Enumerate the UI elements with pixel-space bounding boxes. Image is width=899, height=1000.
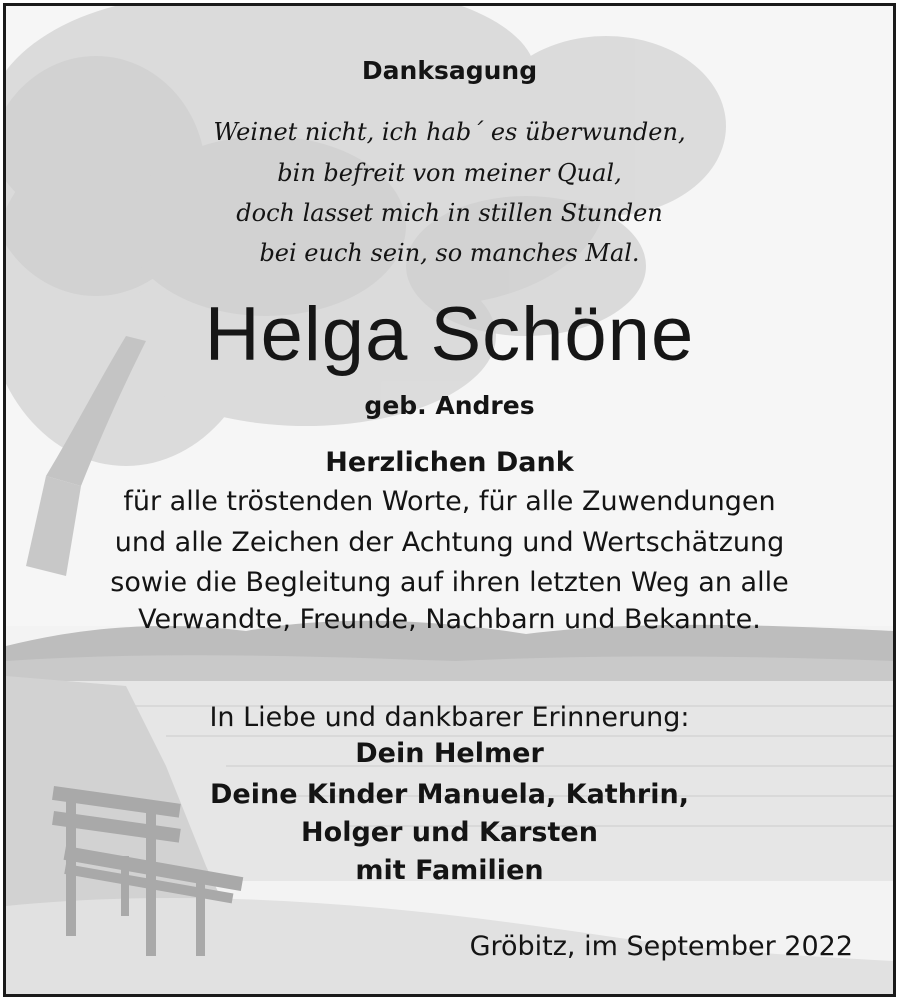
family-line: mit Familien: [355, 855, 544, 886]
obituary-text: [6, 6, 893, 994]
family-line: Dein Helmer: [355, 738, 544, 769]
poem-line: bei euch sein, so manches Mal.: [259, 239, 640, 267]
place-and-date: Gröbitz, im September 2022: [469, 931, 853, 962]
thanks-line: und alle Zeichen der Achtung und Wertschätzung: [114, 527, 785, 558]
family-line: Holger und Karsten: [301, 817, 598, 848]
heading-danksagung: Danksagung: [361, 56, 538, 85]
family-line: Deine Kinder Manuela, Kathrin,: [210, 779, 689, 810]
remembrance-line: In Liebe und dankbarer Erinnerung:: [209, 702, 690, 733]
obituary-card: [3, 3, 896, 997]
poem-line: Weinet nicht, ich hab´ es überwunden,: [213, 118, 686, 146]
deceased-name: Helga Schöne: [204, 292, 695, 377]
poem-line: doch lasset mich in stillen Stunden: [236, 199, 663, 227]
thanks-heading: Herzlichen Dank: [325, 447, 574, 478]
thanks-line: für alle tröstenden Worte, für alle Zuwendungen: [123, 486, 776, 517]
poem-line: bin befreit von meiner Qual,: [277, 159, 622, 187]
birth-name: geb. Andres: [364, 391, 535, 420]
thanks-line: Verwandte, Freunde, Nachbarn und Bekannte.: [138, 604, 761, 635]
thanks-line: sowie die Begleitung auf ihren letzten Weg an alle: [110, 567, 789, 598]
